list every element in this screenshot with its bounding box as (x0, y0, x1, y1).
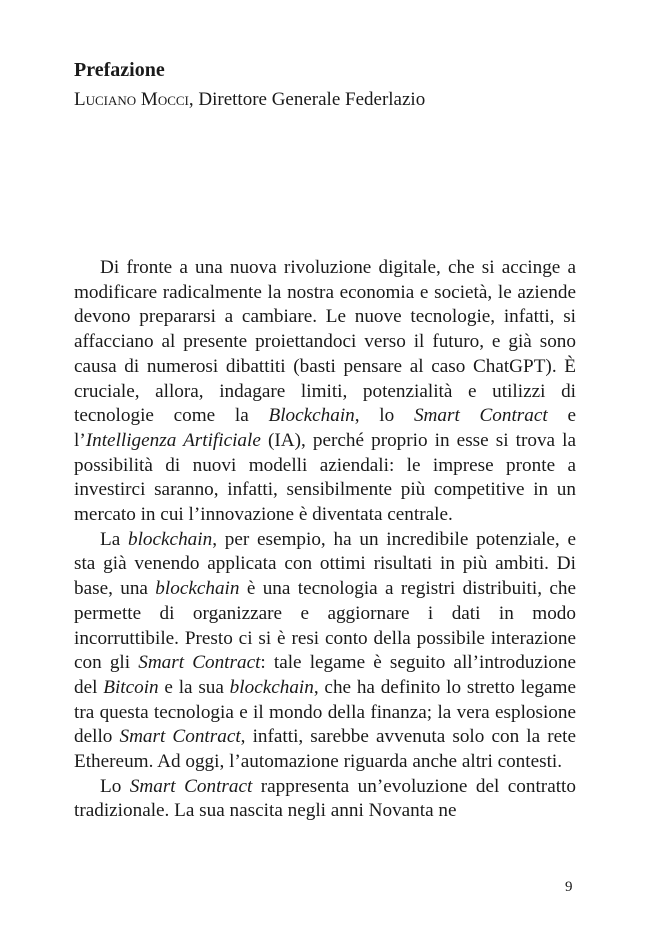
author-role: , Direttore Generale Federlazio (188, 89, 426, 110)
text-run: e la sua (158, 676, 230, 698)
author-first-name: Luciano (74, 89, 137, 110)
italic-term: Bitcoin (103, 676, 159, 698)
italic-term: Blockchain (268, 405, 355, 427)
paragraph (74, 775, 576, 824)
body-text (74, 256, 576, 824)
italic-term: Smart Contract (413, 405, 548, 427)
text-run: è una tecnologia a registri distribuiti, che permette di organizzare e aggiornare i dati in modo incorruttibile. Presto ci si è resi conto della possibile interazione con gli (74, 578, 576, 674)
page-number: 9 (565, 879, 573, 895)
italic-term: blockchain (229, 676, 314, 698)
text-run: : tale legame è seguito all’introduzione del (74, 652, 576, 698)
paragraph (74, 528, 576, 775)
text-run: , che ha definito lo stretto legame tra questa tecnologia e il mondo della finanza; la vera esplosione dello (74, 676, 576, 748)
italic-term: blockchain (155, 578, 240, 600)
italic-term: Smart Contract (119, 726, 241, 748)
text-run: rappresenta un’evoluzione del contratto tradizionale. La sua nascita negli anni Novanta ne (74, 775, 576, 822)
text-run: La (100, 528, 128, 550)
text-run: , per esempio, ha un incredibile potenziale, e sta già venendo applicata con ottimi risultati in più ambiti. Di base, una (74, 528, 576, 600)
text-run: e l’ (74, 405, 576, 451)
italic-term: blockchain (128, 528, 213, 550)
text-run: (IA), perché proprio in esse si trova la possibilità di nuovi modelli aziendali: le imprese pronte a investirci saranno, infatti, sensibilmente più competitive in un mercato in cui l’innovazione è diventata centrale. (74, 429, 576, 526)
italic-term: Smart Contract (138, 652, 261, 674)
text-run: , lo (354, 405, 414, 427)
text-run: , infatti, sarebbe avvenuta solo con la rete Ethereum. Ad oggi, l’automazione riguarda anche altri contesti. (74, 726, 576, 773)
author-last-name: Mocci (140, 89, 189, 110)
italic-term: Smart Contract (129, 775, 253, 797)
text-run: Lo (100, 775, 130, 797)
paragraph (74, 256, 576, 528)
text-run: Di fronte a una nuova rivoluzione digitale, che si accinge a modificare radicalmente la nostra economia e società, le aziende devono prepararsi a cambiare. Le nuove tecnologie, infatti, si affacciano al presente proiettandoci verso il futuro, e già sono causa di numerosi dibattiti (basti pensare al caso ChatGPT). È cruciale, allora, indagare limiti, potenzialità e utilizzi di tecnologie come la (74, 257, 576, 427)
chapter-title: Prefazione (74, 59, 165, 81)
italic-term: Intelligenza Artificiale (85, 429, 261, 451)
author-line (74, 88, 425, 112)
